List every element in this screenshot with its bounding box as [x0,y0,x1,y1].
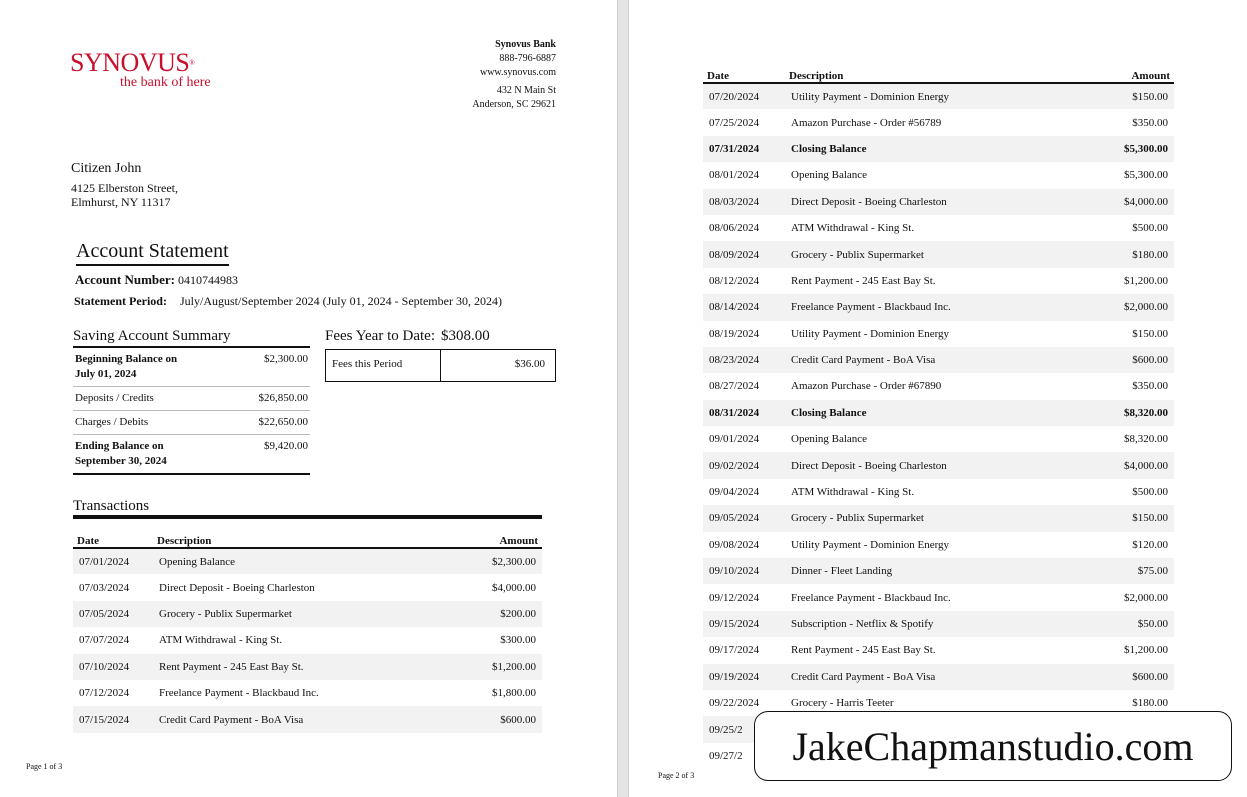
table-row [703,109,1174,135]
cell-date: 09/25/2 [703,716,785,742]
cell-date: 08/01/2024 [709,169,760,182]
customer-address-line2: Elmhurst, NY 11317 [71,195,171,209]
cell-description: Credit Card Payment - BoA Visa [153,706,446,732]
cell-date: 09/08/2024 [709,538,760,551]
transactions-table-page2-wrap [703,69,1174,769]
cell-description: Closing Balance [785,400,1078,426]
table-header-row [73,534,542,548]
cell-date: 09/12/2024 [709,591,760,604]
cell-description: Utility Payment - Dominion Energy [791,538,950,551]
cell-description: Rent Payment - 245 East Bay St. [791,644,936,657]
fees-ytd-value: $308.00 [440,328,490,344]
cell-date: 08/06/2024 [709,222,760,235]
cell-amount: $180.00 [1078,241,1174,267]
summary-row-value: $9,420.00 [264,440,308,452]
cell-amount: $180.00 [1132,697,1168,710]
cell-amount: $350.00 [1132,380,1168,393]
cell-amount: $2,000.00 [1078,294,1174,320]
table-row [703,294,1174,320]
cell-date: 08/09/2024 [703,241,785,267]
logo-tagline: the bank of here [120,75,211,90]
cell-description: Grocery - Publix Supermarket [785,505,1078,531]
cell-amount: $600.00 [1078,664,1174,690]
cell-amount: $120.00 [1132,538,1168,551]
account-summary [73,328,310,475]
bank-address-line1: 432 N Main St [496,85,556,96]
cell-date: 07/10/2024 [73,654,153,680]
cell-amount: $1,800.00 [492,687,536,700]
cell-date: 09/15/2024 [703,611,785,637]
column-header-amount: Amount [446,534,542,548]
summary-row-label: Deposits / Credits [75,392,154,404]
cell-date: 07/03/2024 [79,581,130,594]
fees-title [325,328,556,346]
cell-description: Rent Payment - 245 East Bay St. [791,274,936,287]
transactions-title: Transactions [73,498,542,519]
cell-description: Grocery - Publix Supermarket [785,241,1078,267]
cell-description: Opening Balance [791,433,868,446]
transactions-table-page2 [703,69,1174,769]
fees-period-value: $36.00 [514,358,545,370]
cell-amount: $150.00 [1132,327,1168,340]
statement-page-1 [0,0,617,797]
account-number-value: 0410744983 [178,273,239,287]
fees-title-label: Fees Year to Date: [325,328,435,344]
statement-period-value: July/August/September 2024 (July 01, 2024 - September 30, 2024) [179,294,502,308]
cell-description: Credit Card Payment - BoA Visa [785,347,1078,373]
column-header-description: Description [785,69,1078,83]
page-number-1: Page 1 of 3 [26,762,63,771]
cell-description: Amazon Purchase - Order #56789 [791,116,942,129]
table-row [703,637,1174,663]
table-row [703,136,1174,162]
cell-description: Utility Payment - Dominion Energy [791,327,950,340]
summary-row-label: Charges / Debits [75,416,149,428]
table-row [703,241,1174,267]
table-row [703,321,1174,347]
table-row [703,426,1174,452]
bank-logo [70,50,211,90]
transactions-table-page1 [73,534,542,733]
table-header-row [703,69,1174,83]
cell-description: Direct Deposit - Boeing Charleston [785,452,1078,478]
table-row [703,268,1174,294]
table-row [703,83,1174,109]
cell-amount: $1,200.00 [446,654,542,680]
cell-date: 07/01/2024 [73,548,153,574]
fees-period-box [325,349,556,382]
table-row [703,400,1174,426]
table-row [73,706,542,732]
customer-block [71,162,178,209]
cell-date: 09/22/2024 [709,697,760,710]
customer-name: Citizen John [71,161,142,176]
cell-description: Amazon Purchase - Order #67890 [791,380,942,393]
cell-date: 07/20/2024 [703,83,785,109]
table-row [703,162,1174,188]
cell-date: 09/01/2024 [709,433,760,446]
summary-row-value: $26,850.00 [258,392,308,404]
table-row [73,654,542,680]
cell-amount: $5,300.00 [1124,169,1168,182]
table-row [703,664,1174,690]
summary-row [73,411,310,435]
column-header-amount: Amount [1078,69,1174,83]
summary-row-value: $2,300.00 [264,353,308,365]
table-row [703,189,1174,215]
summary-row-label: Ending Balance on September 30, 2024 [75,440,167,467]
fees-period-label: Fees this Period [326,350,441,381]
cell-date: 08/31/2024 [703,400,785,426]
cell-amount: $150.00 [1078,505,1174,531]
cell-description: Closing Balance [785,136,1078,162]
table-row [703,584,1174,610]
table-row [73,574,542,600]
statement-page-2 [629,0,1247,797]
cell-description: Subscription - Netflix & Spotify [785,611,1078,637]
summary-title: Saving Account Summary [73,328,310,348]
cell-date: 08/12/2024 [709,274,760,287]
cell-amount: $1,200.00 [1124,274,1168,287]
cell-date: 07/12/2024 [79,687,130,700]
table-row [73,680,542,706]
table-row [703,479,1174,505]
bank-address-line2: Anderson, SC 29621 [472,99,556,110]
cell-date: 09/27/2 [709,749,743,762]
cell-amount: $1,200.00 [1124,644,1168,657]
cell-description: ATM Withdrawal - King St. [791,486,915,499]
cell-amount: $8,320.00 [1078,400,1174,426]
summary-row-label: Beginning Balance on July 01, 2024 [75,353,178,380]
watermark-overlay: JakeChapmanstudio.com [754,711,1232,781]
cell-description: Grocery - Harris Teeter [791,697,894,710]
bank-phone: 888-796-6887 [499,53,556,64]
cell-amount: $600.00 [1078,347,1174,373]
cell-date: 09/05/2024 [703,505,785,531]
cell-amount: $500.00 [1132,222,1168,235]
table-row [703,558,1174,584]
cell-amount: $150.00 [1078,83,1174,109]
table-row [703,373,1174,399]
statement-period-label: Statement Period: [74,294,167,308]
table-row [703,611,1174,637]
cell-date: 08/19/2024 [709,327,760,340]
cell-amount: $600.00 [446,706,542,732]
logo-brand: SYNOVUS® [70,48,195,77]
table-row [703,452,1174,478]
transactions-section [73,498,542,733]
cell-amount: $300.00 [500,634,536,647]
column-header-date: Date [73,534,153,548]
table-row [73,627,542,653]
summary-row [73,348,310,387]
customer-address-line1: 4125 Elberston Street, [71,181,178,195]
bank-info [472,38,556,112]
cell-date: 07/07/2024 [79,634,130,647]
cell-description: Rent Payment - 245 East Bay St. [153,654,446,680]
cell-description: Utility Payment - Dominion Energy [785,83,1078,109]
cell-description: Freelance Payment - Blackbaud Inc. [791,591,951,604]
cell-date: 07/25/2024 [709,116,760,129]
table-row [73,548,542,574]
cell-amount: $2,300.00 [446,548,542,574]
cell-amount: $4,000.00 [1078,189,1174,215]
statement-title: Account Statement [76,240,229,266]
cell-description: Dinner - Fleet Landing [785,558,1078,584]
cell-amount: $2,000.00 [1124,591,1168,604]
column-header-description: Description [153,534,446,548]
cell-date: 08/27/2024 [709,380,760,393]
cell-date: 08/14/2024 [703,294,785,320]
cell-amount: $4,000.00 [1078,452,1174,478]
summary-row [73,387,310,411]
cell-date: 07/15/2024 [73,706,153,732]
cell-date: 09/02/2024 [703,452,785,478]
cell-date: 07/05/2024 [73,601,153,627]
cell-description: Direct Deposit - Boeing Charleston [785,189,1078,215]
cell-amount: $5,300.00 [1078,136,1174,162]
cell-description: Freelance Payment - Blackbaud Inc. [159,687,319,700]
cell-amount: $200.00 [446,601,542,627]
account-number-label: Account Number: [75,272,176,287]
bank-website: www.synovus.com [479,67,556,78]
cell-date: 09/17/2024 [709,644,760,657]
table-row [703,347,1174,373]
cell-amount: $50.00 [1078,611,1174,637]
cell-amount: $8,320.00 [1124,433,1168,446]
cell-amount: $350.00 [1132,116,1168,129]
cell-date: 07/31/2024 [703,136,785,162]
table-row [703,215,1174,241]
cell-description: Grocery - Publix Supermarket [153,601,446,627]
cell-description: ATM Withdrawal - King St. [791,222,915,235]
cell-description: ATM Withdrawal - King St. [159,634,283,647]
page-number-2: Page 2 of 3 [658,771,695,780]
cell-description: Opening Balance [791,169,868,182]
statement-period [74,294,502,309]
cell-amount: $500.00 [1132,486,1168,499]
cell-description: Opening Balance [153,548,446,574]
table-row [73,601,542,627]
cell-description: Credit Card Payment - BoA Visa [785,664,1078,690]
cell-date: 08/23/2024 [703,347,785,373]
cell-date: 08/03/2024 [703,189,785,215]
fees-section [325,328,556,382]
account-number [75,272,238,288]
cell-description: Direct Deposit - Boeing Charleston [159,581,315,594]
page-gap [617,0,629,797]
table-row [703,505,1174,531]
cell-date: 09/10/2024 [703,558,785,584]
cell-date: 09/04/2024 [709,486,760,499]
cell-description: Freelance Payment - Blackbaud Inc. [785,294,1078,320]
column-header-date: Date [703,69,785,83]
cell-amount: $75.00 [1078,558,1174,584]
summary-row [73,435,310,475]
cell-date: 09/19/2024 [703,664,785,690]
bank-name: Synovus Bank [495,39,556,50]
summary-row-value: $22,650.00 [258,416,308,428]
cell-amount: $4,000.00 [492,581,536,594]
table-row [703,532,1174,558]
